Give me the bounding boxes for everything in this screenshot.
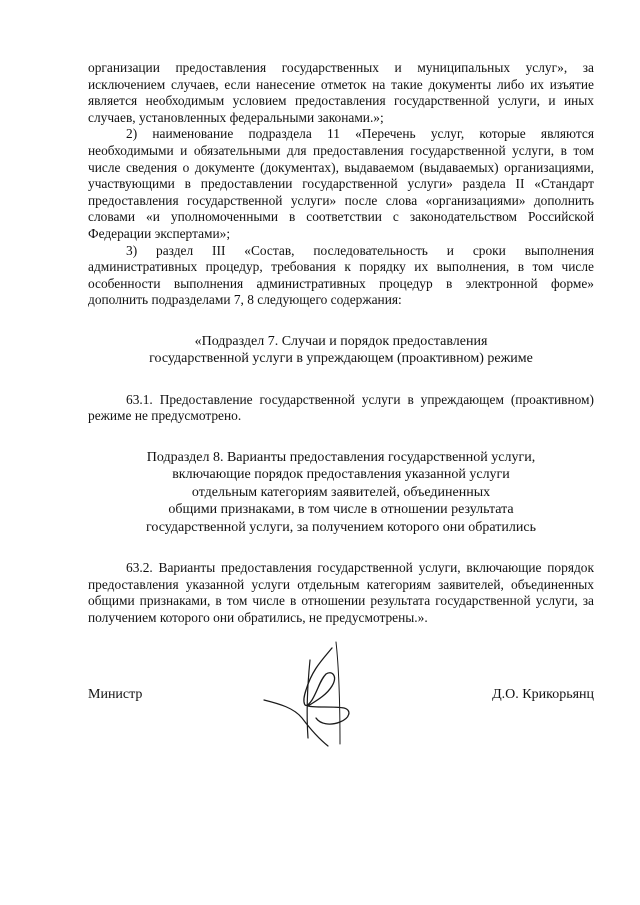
paragraph-continuation: организации предоставления государственных и муниципальных услуг», за исключением случаев, если нанесение отметок на такие документы либо их изъятие является необходимым условием предоставления государственной услуги, и иных случаев, установленных федеральными законами.»; [88, 60, 594, 125]
heading-line: общими признаками, в том числе в отношении результата [168, 502, 514, 518]
handwritten-signature [250, 640, 380, 750]
heading-line: Подраздел 8. Варианты предоставления государственной услуги, [146, 449, 536, 465]
paragraph-63-2: 63.2. Варианты предоставления государственной услуги, включающие порядок предоставления указанной услуги отдельным категориям заявителей, объединенных общими признаками, в том числе в отношении результата государственной услуги, за получением которого они обратились, не предусмотрены.». [88, 559, 594, 625]
signatory-title: Министр [88, 687, 143, 702]
heading-line: государственной услуги, за получением которого они обратились [146, 519, 536, 535]
signatory-name: Д.О. Крикорьянц [492, 687, 594, 702]
paragraph-63-1: 63.1. Предоставление государственной услуги в упреждающем (проактивном) режиме не предусмотрено. [88, 391, 594, 424]
heading-line: государственной услуги в упреждающем (проактивном) режиме [149, 351, 533, 367]
paragraph-item-2: 2) наименование подраздела 11 «Перечень услуг, которые являются необходимыми и обязательными для предоставления государственной услуги, в том числе сведения о документе (документах), выдаваемом (выдаваемых) организациями, участвующими в предоставлении государственной услуги» раздела II «Стандарт предоставления государственной услуги» после слова «организациями» дополнить словами «и уполномоченными в соответствии с законодательством Российской Федерации экспертами»; [88, 126, 594, 241]
subsection-8-heading [88, 449, 594, 536]
heading-line: включающие порядок предоставления указанной услуги [172, 467, 510, 483]
heading-line: отдельным категориям заявителей, объединенных [191, 484, 491, 500]
paragraph-item-3: 3) раздел III «Состав, последовательность и сроки выполнения административных процедур, требования к порядку их выполнения, в том числе особенности выполнения административных процедур в электронной форме» дополнить подразделами 7, 8 следующего содержания: [88, 242, 594, 308]
subsection-7-heading [88, 333, 594, 368]
document-body [88, 60, 594, 626]
heading-line: «Подраздел 7. Случаи и порядок предоставления [194, 333, 488, 349]
